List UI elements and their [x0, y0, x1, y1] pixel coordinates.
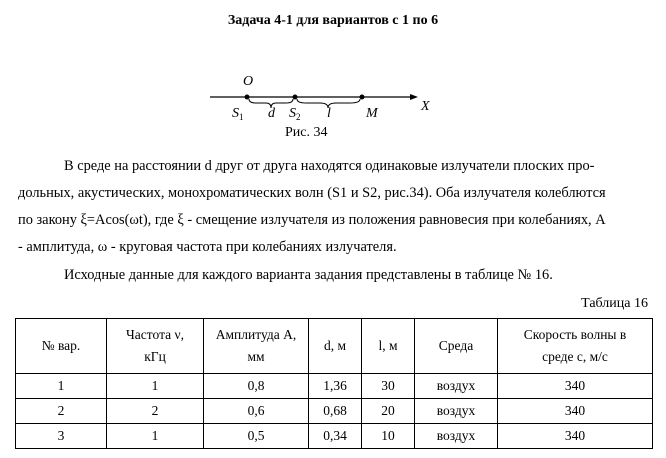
table-row [16, 399, 653, 424]
point-s2 [293, 95, 298, 100]
table-cell: 340 [498, 399, 653, 424]
header-d: d, м [309, 319, 362, 374]
data-table [15, 318, 653, 449]
label-x: X [421, 99, 430, 114]
svg-text:S2 [289, 106, 301, 122]
table-row [16, 424, 653, 449]
header-l: l, м [362, 319, 415, 374]
table-cell: 2 [107, 399, 204, 424]
table-row [16, 374, 653, 399]
figure-caption: Рис. 34 [285, 125, 328, 140]
paragraph-1-line-1: В среде на расстоянии d друг от друга находятся одинаковые излучатели плоских про- [64, 158, 595, 174]
paragraph-1-line-3: по закону ξ=Acos(ωt), где ξ - смещение излучателя из положения равновесия при колебаниях, A [18, 212, 606, 228]
point-m [360, 95, 365, 100]
x-axis-arrow [410, 94, 418, 100]
header-amplitude: Амплитуда A, мм [204, 319, 309, 374]
header-medium: Среда [415, 319, 498, 374]
table-cell: 1,36 [309, 374, 362, 399]
table-cell: 0,6 [204, 399, 309, 424]
table-cell: 0,68 [309, 399, 362, 424]
svg-text:S1 [232, 106, 244, 122]
paragraph-2: Исходные данные для каждого варианта задания представлены в таблице № 16. [64, 267, 553, 283]
label-l: l [327, 106, 331, 121]
table-cell: 340 [498, 374, 653, 399]
label-m: M [366, 106, 378, 121]
header-variant: № вар. [16, 319, 107, 374]
table-cell: 2 [16, 399, 107, 424]
label-s2: S [289, 106, 296, 121]
header-frequency: Частота ν, кГц [107, 319, 204, 374]
paragraph-1-line-4: - амплитуда, ω - круговая частота при колебаниях излучателя. [18, 239, 397, 255]
table-cell: 1 [107, 374, 204, 399]
table-cell: 340 [498, 424, 653, 449]
label-o: O [243, 74, 254, 89]
table-header-row [16, 319, 653, 374]
table-cell: воздух [415, 374, 498, 399]
label-s1-sub: 1 [239, 112, 244, 122]
table-cell: 0,8 [204, 374, 309, 399]
table-cell: 30 [362, 374, 415, 399]
table-cell: 1 [107, 424, 204, 449]
label-s2-sub: 2 [296, 112, 301, 122]
paragraph-1-line-2: дольных, акустических, монохроматических волн (S1 и S2, рис.34). Оба излучателя колеблются [18, 185, 606, 201]
table-cell: 0,34 [309, 424, 362, 449]
label-s1: S [232, 106, 239, 121]
table-cell: 1 [16, 374, 107, 399]
table-cell: воздух [415, 399, 498, 424]
table-cell: 20 [362, 399, 415, 424]
header-wave-speed: Скорость волны в среде c, м/с [498, 319, 653, 374]
table-cell: 10 [362, 424, 415, 449]
label-d: d [268, 106, 275, 121]
table-caption: Таблица 16 [581, 296, 648, 311]
table-cell: 3 [16, 424, 107, 449]
table-cell: воздух [415, 424, 498, 449]
figure-34 [0, 0, 666, 150]
page-title: Задача 4-1 для вариантов с 1 по 6 [227, 13, 439, 28]
point-s1 [245, 95, 250, 100]
table-cell: 0,5 [204, 424, 309, 449]
